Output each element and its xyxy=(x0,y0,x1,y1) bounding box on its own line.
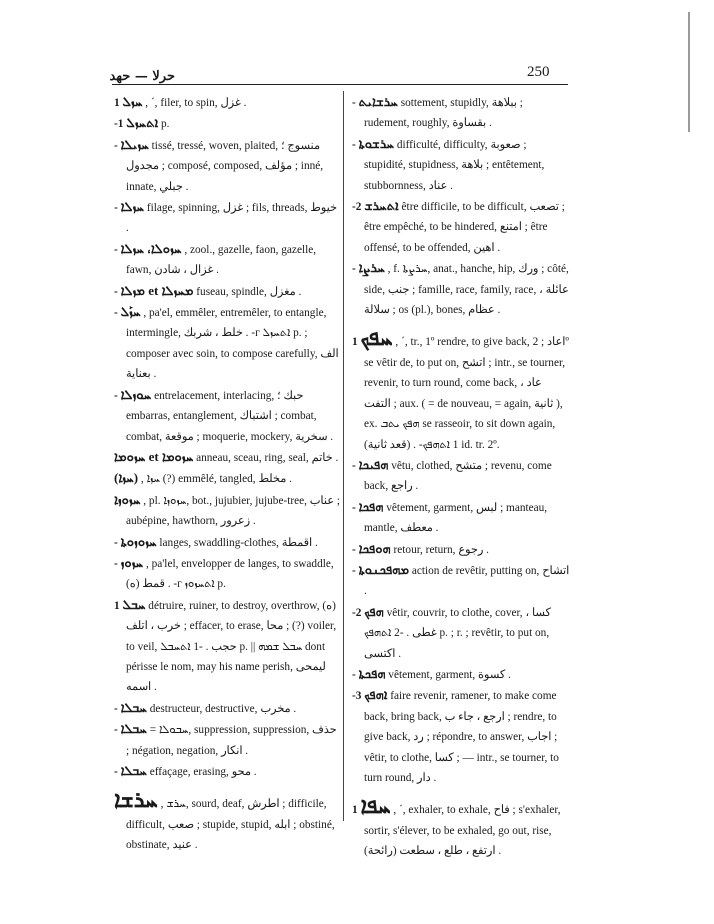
entry-definition: filage, spinning, غزل ; fils, threads, خيوط . xyxy=(126,202,337,235)
entry-headword: ܚܙܘܙܘܬܐ xyxy=(120,533,157,549)
entry-headword: ܗܦܟܬܐ xyxy=(358,665,386,681)
entry-definition: , ˊ, exhaler, to exhale, فاح ; s'exhaler, sortir, s'élever, to be exhaled, go out, rise, ارتفع ، طلع ، سطعت (رائحة) . xyxy=(364,804,561,858)
entry-headword: ܚܒܠܐ xyxy=(120,721,147,737)
entry-definition: p. xyxy=(160,118,170,131)
dictionary-entry xyxy=(352,664,570,685)
dictionary-entry xyxy=(114,239,340,281)
dictionary-entry xyxy=(352,196,570,258)
entry-definition: langes, swaddling-clothes, اقمطة . xyxy=(159,536,318,549)
dictionary-entry xyxy=(114,698,340,719)
dictionary-entry xyxy=(114,281,340,302)
entry-headword: ܗܦܟܐ xyxy=(358,498,384,514)
entry-definition: , ܚܪܫ, sourd, deaf, اطرش ; difficile, difficult, صعب ; stupide, stupid, ابله ; obstiné, obstinate, عنيد . xyxy=(126,798,335,852)
entry-marker: - xyxy=(352,459,356,472)
entry-headword: ܐܬܚܪܫ xyxy=(364,198,399,214)
entry-headword: ܚܙܘܠܐ، ܚܙܠܐ xyxy=(120,240,182,256)
entry-headword: ܚܙܘܙ xyxy=(120,554,144,570)
left-column xyxy=(114,92,340,856)
entry-headword: ܚܦܟ xyxy=(360,325,393,351)
entry-headword: ܚܙܘܡܐ et ܚܙܘܡܐ xyxy=(114,448,194,464)
entry-marker: - xyxy=(114,557,118,570)
dictionary-entry xyxy=(114,447,340,468)
entry-headword: ܚܒܠܐ xyxy=(120,699,147,715)
dictionary-entry xyxy=(114,553,340,595)
entry-headword: ܡܗܦܟܢܘܬܐ xyxy=(358,561,410,577)
dictionary-entry xyxy=(114,113,340,134)
entry-definition: destructeur, destructive, مخرب . xyxy=(149,702,297,715)
entry-marker: - xyxy=(352,543,356,556)
entry-marker: - xyxy=(114,139,118,152)
entry-definition: , pa'lel, envelopper de langes, to swaddle, (ه) قمط . -ᴦ ܐܬܚܙܘܙ p. xyxy=(126,557,334,591)
entry-marker: - xyxy=(114,285,118,298)
entry-marker: - xyxy=(114,724,118,737)
entry-headword: ܚܪܫܘܬܐ xyxy=(358,135,394,151)
entry-headword: ܐܗܦܟ xyxy=(364,687,388,703)
entry-definition: = ܚܒܘܠܐ, suppression, suppression, حذف ; négation, negation, انكار . xyxy=(126,724,337,757)
entry-marker: 1 xyxy=(114,97,120,109)
entry-marker: - xyxy=(114,766,118,778)
entry-definition: sottement, stupidly, ببلاهة ; rudement, roughly, بقساوة . xyxy=(364,97,523,130)
entry-marker: - xyxy=(352,138,356,151)
scan-edge-line xyxy=(688,12,690,132)
entry-definition: vêtu, clothed, متشح ; revenu, come back, راجع . xyxy=(364,459,552,493)
entry-headword: ܐܬܚܙܠ xyxy=(126,115,159,131)
entry-headword: ܚܦܐ xyxy=(360,793,391,819)
dictionary-entry xyxy=(352,685,570,788)
entry-headword: (ܚܙܐ) xyxy=(114,470,139,486)
dictionary-entry xyxy=(352,134,570,196)
entry-headword: ܚܪܫܐܝܬ xyxy=(358,94,398,109)
entry-definition: vêtement, garment, لبس ; manteau, mantle, معطف . xyxy=(364,501,548,535)
dictionary-entry xyxy=(114,761,340,782)
entry-headword: ܡܚܙܠܐ et ܡܙܠܐ xyxy=(120,282,194,298)
entry-definition: , pl. ܚܙܘܙܐ, bot., jujubier, jujube-tree, عناب ; aubépine, hawthorn, زعرور . xyxy=(126,494,340,528)
entry-definition: effaçage, erasing, محو . xyxy=(149,766,257,778)
dictionary-entry xyxy=(352,258,570,320)
entry-marker: - xyxy=(352,564,356,577)
entry-headword: ܚܒܠ xyxy=(122,596,146,612)
dictionary-entry xyxy=(352,560,570,602)
entry-marker: -1 xyxy=(114,118,124,131)
dictionary-entry xyxy=(352,539,570,560)
entry-marker: - xyxy=(352,668,356,681)
dictionary-entry xyxy=(114,719,340,761)
column-divider xyxy=(343,91,344,821)
entry-definition: faire revenir, ramener, to make come back, bring back, ارجع ، جاء ب ; rendre, to give back, رد ; répondre, to answer, اجاب ; vêtir, to clothe, كسا ; — intr., se tourner, to turn round, دار . xyxy=(364,690,559,784)
entry-headword: ܚܙܝܠܐ xyxy=(120,136,149,152)
entry-headword: ܚܪܫܐ xyxy=(114,787,158,813)
entry-marker: -2 xyxy=(352,201,362,214)
entry-marker: - xyxy=(352,501,356,514)
entry-marker: - xyxy=(114,202,118,215)
entry-definition: , zool., gazelle, faon, gazelle, fawn, غزال ، شادن . xyxy=(126,243,317,277)
dictionary-entry xyxy=(114,595,340,698)
dictionary-entry xyxy=(114,385,340,447)
entry-headword: ܗܦܝܟܐ xyxy=(358,456,389,472)
entry-definition: être difficile, to be difficult, تصعب ; être empêché, to be hindered, امتنع ; être offensé, to be offended, اهين . xyxy=(364,201,565,254)
header-rule xyxy=(112,84,568,85)
entry-definition: vêtement, garment, كسوة . xyxy=(388,668,511,681)
entry-marker: - xyxy=(114,536,118,549)
entry-definition: , ܚܙܐ (?) emmêlé, tangled, مخلط . xyxy=(140,473,292,486)
entry-definition: retour, return, رجوع . xyxy=(393,543,489,556)
entry-headword: ܚܙܘܙܐ xyxy=(114,491,141,507)
entry-marker: -3 xyxy=(352,690,362,703)
entry-definition: , f. ܚܪܨܬܐ, anat., hanche, hip, ورك ; côté, side, جنب ; famille, race, family, race, عائلة ، سلالة ; os (pl.), bones, عظام . xyxy=(364,263,569,317)
dictionary-entry xyxy=(352,325,570,454)
entry-marker: -2 xyxy=(352,606,362,619)
entry-definition: difficulté, difficulty, صعوبة ; stupidité, stupidness, بلاهة ; entêtement, stubbornness, عناد . xyxy=(364,138,545,192)
entry-headword: ܚܒܠܐ xyxy=(120,763,147,778)
entry-marker: - xyxy=(114,389,118,402)
entry-definition: , ˊ, filer, to spin, غزل . xyxy=(145,97,247,109)
entry-headword: ܚܪܨܐ xyxy=(358,260,385,276)
entry-definition: détruire, ruiner, to destroy, overthrow, (ه) خرب ، اتلف ; effacer, to erase, محا ; (?) voiler, to veil, حجب . -1 ܐܬܚܒܠ p. || ܚܒܠ ܫܡܗ dont périsse le nom, may his name perish, ليمحى اسمه . xyxy=(126,599,337,694)
entry-marker: - xyxy=(114,243,118,256)
entry-marker: 1 xyxy=(114,599,120,612)
dictionary-entry xyxy=(114,135,340,197)
entry-marker: - xyxy=(114,702,118,715)
entry-definition: action de revêtir, putting on, اتشاح . xyxy=(364,564,570,598)
entry-marker: 1 xyxy=(352,336,358,349)
entry-marker: - xyxy=(352,97,356,109)
entry-definition: fuseau, spindle, مغزل . xyxy=(196,285,302,298)
entry-headword: ܚܘܙܠܐ xyxy=(120,386,152,402)
dictionary-entry xyxy=(114,787,340,855)
entry-definition: , ˊ, tr., 1º rendre, to give back, اعاد ; 2º se vêtir de, to put on, اتشح ; intr., se tourner, revenir, to turn round, come back, عاد ، التفت ; aux. ( = de nouveau, = again, ثانية ), ex. ܗܦܟ ܝܬܒ se rasseoir, to sit down again, (قعد ثانية) . -1 ܐܬܗܦܟ id. tr. 2º. xyxy=(364,336,569,451)
dictionary-entry xyxy=(352,92,570,134)
entry-definition: entrelacement, interlacing, حبك ؛ embarras, entanglement, اشتباك ; combat, combat, موقعة ; moquerie, mockery, سخرية . xyxy=(126,389,334,443)
entry-definition: vêtir, couvrir, to clothe, cover, كسا ، غطى . -2 ܐܬܗܦܟ p. ; r. ; revêtir, to put on, اكتسى . xyxy=(364,606,551,660)
dictionary-entry xyxy=(114,92,340,113)
dictionary-entry xyxy=(114,197,340,239)
dictionary-entry xyxy=(114,490,340,532)
entry-headword: ܚܙܠ xyxy=(122,94,143,109)
dictionary-entry xyxy=(352,497,570,539)
entry-marker: 1 xyxy=(352,804,358,817)
dictionary-entry xyxy=(114,302,340,385)
dictionary-entry xyxy=(352,602,570,664)
dictionary-entry xyxy=(114,468,340,489)
dictionary-entry xyxy=(352,455,570,497)
entry-headword: ܗܘܦܟܐ xyxy=(358,540,391,556)
entry-definition: anneau, sceau, ring, seal, خاتم . xyxy=(196,451,339,464)
entry-headword: ܗܦܟ xyxy=(364,603,384,619)
page-number: 250 xyxy=(527,64,550,80)
running-head: حرلا — حهد xyxy=(109,69,175,84)
entry-marker: - xyxy=(114,307,118,320)
right-column xyxy=(352,92,570,862)
dictionary-entry xyxy=(114,532,340,553)
entry-definition: , pa'el, emmêler, entremêler, to entangle, intermingle, خلط ، شربك . -ᴦ ܐܬܚܙܠ p. ; composer avec soin, to compose carefully, الف بعناية . xyxy=(126,307,339,381)
entry-headword: ܚܙܰܠ xyxy=(120,304,141,320)
entry-headword: ܚܙܠܐ xyxy=(120,199,144,215)
dictionary-entry xyxy=(352,793,570,861)
entry-marker: - xyxy=(352,263,356,276)
entry-definition: tissé, tressé, woven, plaited, منسوج ؛ مجدول ; composé, composed, مؤلف ; inné, innate, جبلي . xyxy=(126,139,324,193)
